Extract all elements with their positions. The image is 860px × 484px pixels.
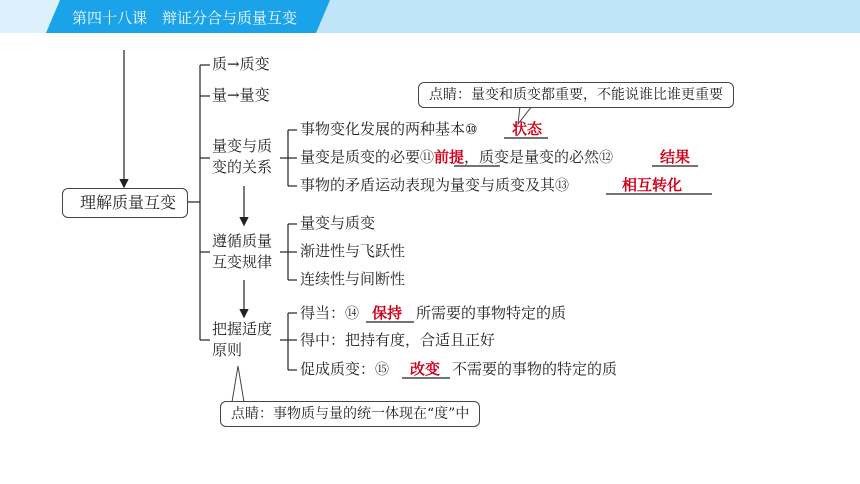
blank-number-12: ⑫ [599, 150, 614, 166]
principle-item-1-suffix: 所需要的事物特定的质 [416, 304, 567, 322]
lesson-title: 第四十八课 辩证分合与质量互变 [72, 9, 298, 27]
answer-zhuangtai: 状态 [512, 120, 543, 138]
principle-item-3-suffix: 不需要的事物的特定的质 [452, 360, 618, 378]
relation-item-1-text: 事物变化发展的两种基本 [300, 120, 466, 138]
node-relation-line2: 变的关系 [212, 158, 273, 176]
relation-item-3 [300, 178, 569, 193]
law-item-1: 量变与质变 [300, 214, 376, 232]
blank-number-14: ⑭ [345, 306, 360, 322]
callout-top: 点睛：量变和质变都重要，不能说谁比谁更重要 [418, 82, 734, 108]
blank-number-10: ⑩ [465, 122, 478, 138]
principle-item-3 [300, 362, 389, 377]
answer-baochi: 保持 [372, 304, 403, 322]
blank-number-13: ⑬ [555, 178, 570, 194]
relation-item-2-text-b: ，质变是量变的必然 [464, 148, 600, 166]
callout-bottom: 点睛：事物质与量的统一体现在“度”中 [220, 401, 480, 427]
node-law-line2: 互变规律 [212, 253, 273, 271]
node-principle-line2: 原则 [212, 341, 243, 359]
answer-xianghu-zhuanhua: 相互转化 [622, 176, 683, 194]
relation-item-2-text-a: 量变是质变的必要 [300, 148, 421, 166]
answer-gaibian: 改变 [410, 360, 441, 378]
principle-item-3-label: 促成质变： [300, 360, 376, 378]
node-principle-line1: 把握适度 [212, 320, 273, 338]
node-relation-line1: 量变与质 [212, 137, 273, 155]
principle-item-2: 得中：把持有度，合适且正好 [300, 331, 496, 349]
blank-number-11: ⑪ [420, 150, 435, 166]
principle-item-1-label: 得当： [300, 304, 346, 322]
answer-jieguo: 结果 [660, 148, 691, 166]
principle-item-1 [300, 306, 359, 321]
blank-number-15: ⑮ [375, 362, 390, 378]
node-liang-to-liangbian: 量→量变 [212, 86, 270, 104]
root-node-label: 理解质量互变 [80, 193, 177, 212]
relation-item-1 [300, 122, 478, 137]
relation-item-3-text: 事物的矛盾运动表现为量变与质变及其 [300, 176, 556, 194]
law-item-2: 渐进性与飞跃性 [300, 242, 406, 260]
node-zhi-to-zhibian: 质→质变 [212, 55, 270, 73]
node-law-line1: 遵循质量 [212, 232, 273, 250]
answer-qianti: 前提 [434, 148, 465, 166]
law-item-3: 连续性与间断性 [300, 270, 406, 288]
relation-item-2 [300, 150, 613, 165]
